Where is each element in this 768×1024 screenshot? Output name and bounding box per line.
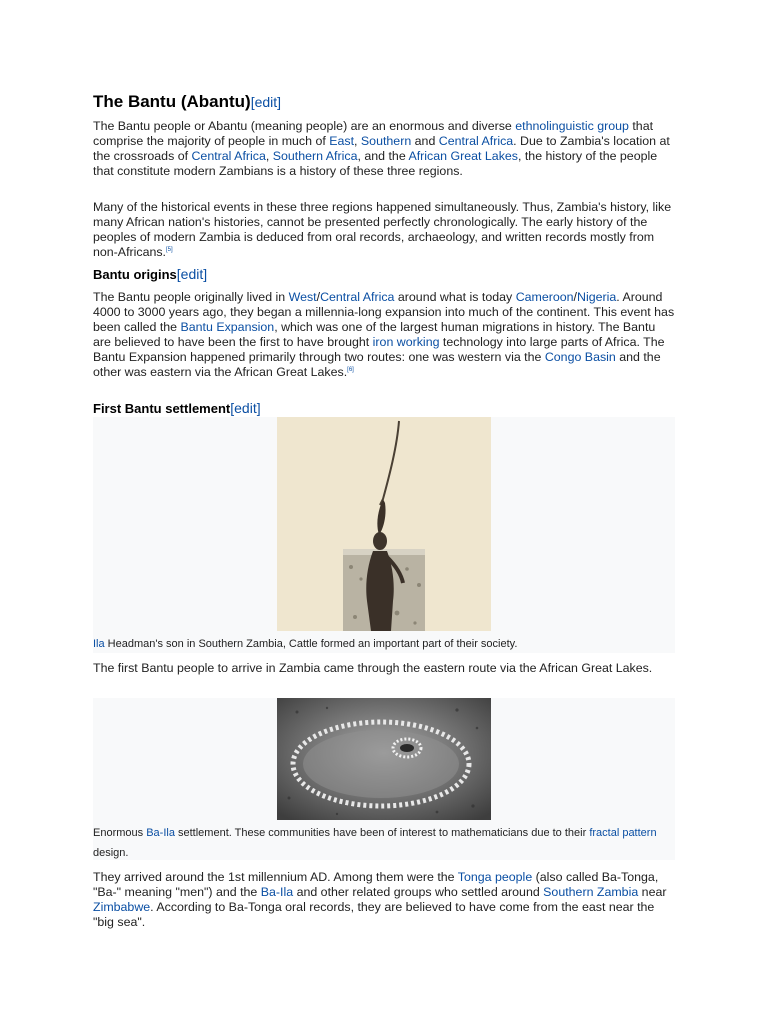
caption-text: settlement. These communities have been of interest to mathematicians due to their (174, 827, 590, 839)
ila-headman-photo[interactable] (277, 417, 491, 631)
reference-6[interactable]: [6] (347, 366, 354, 373)
figure-ila-headman (93, 417, 675, 653)
text: near (638, 884, 667, 899)
nigeria-link[interactable]: Nigeria (577, 290, 617, 304)
text: technology into large parts of Africa. The Bantu Expansion happened primarily through two routes: one was western via the (93, 334, 665, 364)
text: The first Bantu people to arrive in Zambia came through the eastern route via the African Great Lakes. (93, 661, 653, 675)
southern-zambia-link[interactable]: Southern Zambia (543, 884, 639, 899)
central-africa-link[interactable]: Central Africa (320, 290, 395, 304)
edit-link[interactable]: [edit] (176, 266, 208, 282)
headman-illustration (277, 417, 491, 631)
bantu-origins-heading (93, 266, 207, 282)
text: / (573, 290, 577, 304)
central-africa-link-2[interactable]: Central Africa (191, 148, 266, 163)
figure-caption (93, 634, 675, 654)
figure-ba-ila-settlement (93, 698, 675, 860)
text: and (411, 133, 439, 148)
reference-5[interactable]: [5] (166, 246, 173, 253)
intro-paragraph (93, 119, 676, 179)
text: , (265, 148, 273, 163)
eastern-route-paragraph (93, 661, 676, 676)
text: that comprise the majority of people in much of (93, 119, 654, 148)
southern-link[interactable]: Southern (360, 133, 412, 148)
iron-working-link[interactable]: iron working (372, 334, 440, 349)
african-great-lakes-link[interactable]: African Great Lakes (408, 148, 518, 163)
cameroon-link[interactable]: Cameroon (515, 290, 574, 304)
text: Many of the historical events in these three regions happened simultaneously. Thus, Zambia's history, like many African nation's histories, cannot be presented perfectly chronologically. The early history of the peoples of modern Zambia is deduced from oral records, archaeology, and written records mostly from non-Africans. (93, 200, 672, 259)
text: around what is today (394, 290, 516, 304)
text: (also called Ba-Tonga, "Ba-" meaning "men") and the (93, 870, 659, 899)
zimbabwe-link[interactable]: Zimbabwe (93, 899, 151, 914)
central-africa-link[interactable]: Central Africa (438, 133, 514, 148)
section-title: The Bantu (Abantu) (93, 92, 251, 111)
ba-ila-link[interactable]: Ba-Ila (146, 827, 175, 839)
ba-ila-link[interactable]: Ba-Ila (260, 884, 294, 899)
west-link[interactable]: West (288, 290, 317, 304)
text: , (354, 133, 361, 148)
text: , and the (357, 148, 409, 163)
tonga-people-link[interactable]: Tonga people (457, 870, 533, 884)
text: . Around 4000 to 3000 years ago, they began a millennia-long expansion into much of the continent. This event has been called the (93, 290, 675, 334)
figure-caption (93, 823, 675, 863)
text: , the history of the people that constitute modern Zambians is a history of these three regions. (93, 148, 658, 178)
edit-link[interactable]: [edit] (230, 400, 261, 416)
text: . Due to Zambia's location at the crossroads of (93, 133, 670, 163)
history-paragraph (93, 200, 676, 260)
text: They arrived around the 1st millennium AD. Among them were the (93, 870, 458, 884)
ba-ila-settlement-photo[interactable] (277, 698, 491, 820)
settlement-aerial-illustration (277, 698, 491, 820)
text: . According to Ba-Tonga oral records, they are believed to have come from the east near the "big sea". (93, 899, 655, 929)
congo-basin-link[interactable]: Congo Basin (544, 349, 616, 364)
text: and the other was eastern via the African Great Lakes. (93, 349, 661, 379)
caption-text: Headman's son in Southern Zambia, Cattle formed an important part of their society. (104, 638, 518, 650)
origins-paragraph (93, 290, 676, 379)
edit-link[interactable]: [edit] (250, 94, 282, 110)
bantu-expansion-link[interactable]: Bantu Expansion (180, 319, 275, 334)
east-link[interactable]: East (329, 133, 355, 148)
fractal-pattern-link[interactable]: fractal pattern (589, 827, 657, 839)
ethnolinguistic-group-link[interactable]: ethnolinguistic group (515, 119, 629, 133)
text: The Bantu people originally lived in (93, 290, 289, 304)
text: , which was one of the largest human migrations in history. The Bantu are believed to have been the first to have brought (93, 319, 656, 349)
text: and other related groups who settled around (293, 884, 544, 899)
section-heading (93, 92, 281, 112)
ila-link[interactable]: Ila (93, 638, 105, 650)
heading-text: First Bantu settlement (93, 401, 231, 416)
text: / (316, 290, 321, 304)
text: The Bantu people or Abantu (meaning people) are an enormous and diverse (93, 119, 516, 133)
caption-text: Enormous (93, 827, 147, 839)
heading-text: Bantu origins (93, 267, 177, 282)
caption-text: design. (93, 847, 129, 859)
first-bantu-settlement-heading (93, 400, 261, 416)
tonga-paragraph (93, 870, 676, 930)
southern-africa-link[interactable]: Southern Africa (272, 148, 358, 163)
